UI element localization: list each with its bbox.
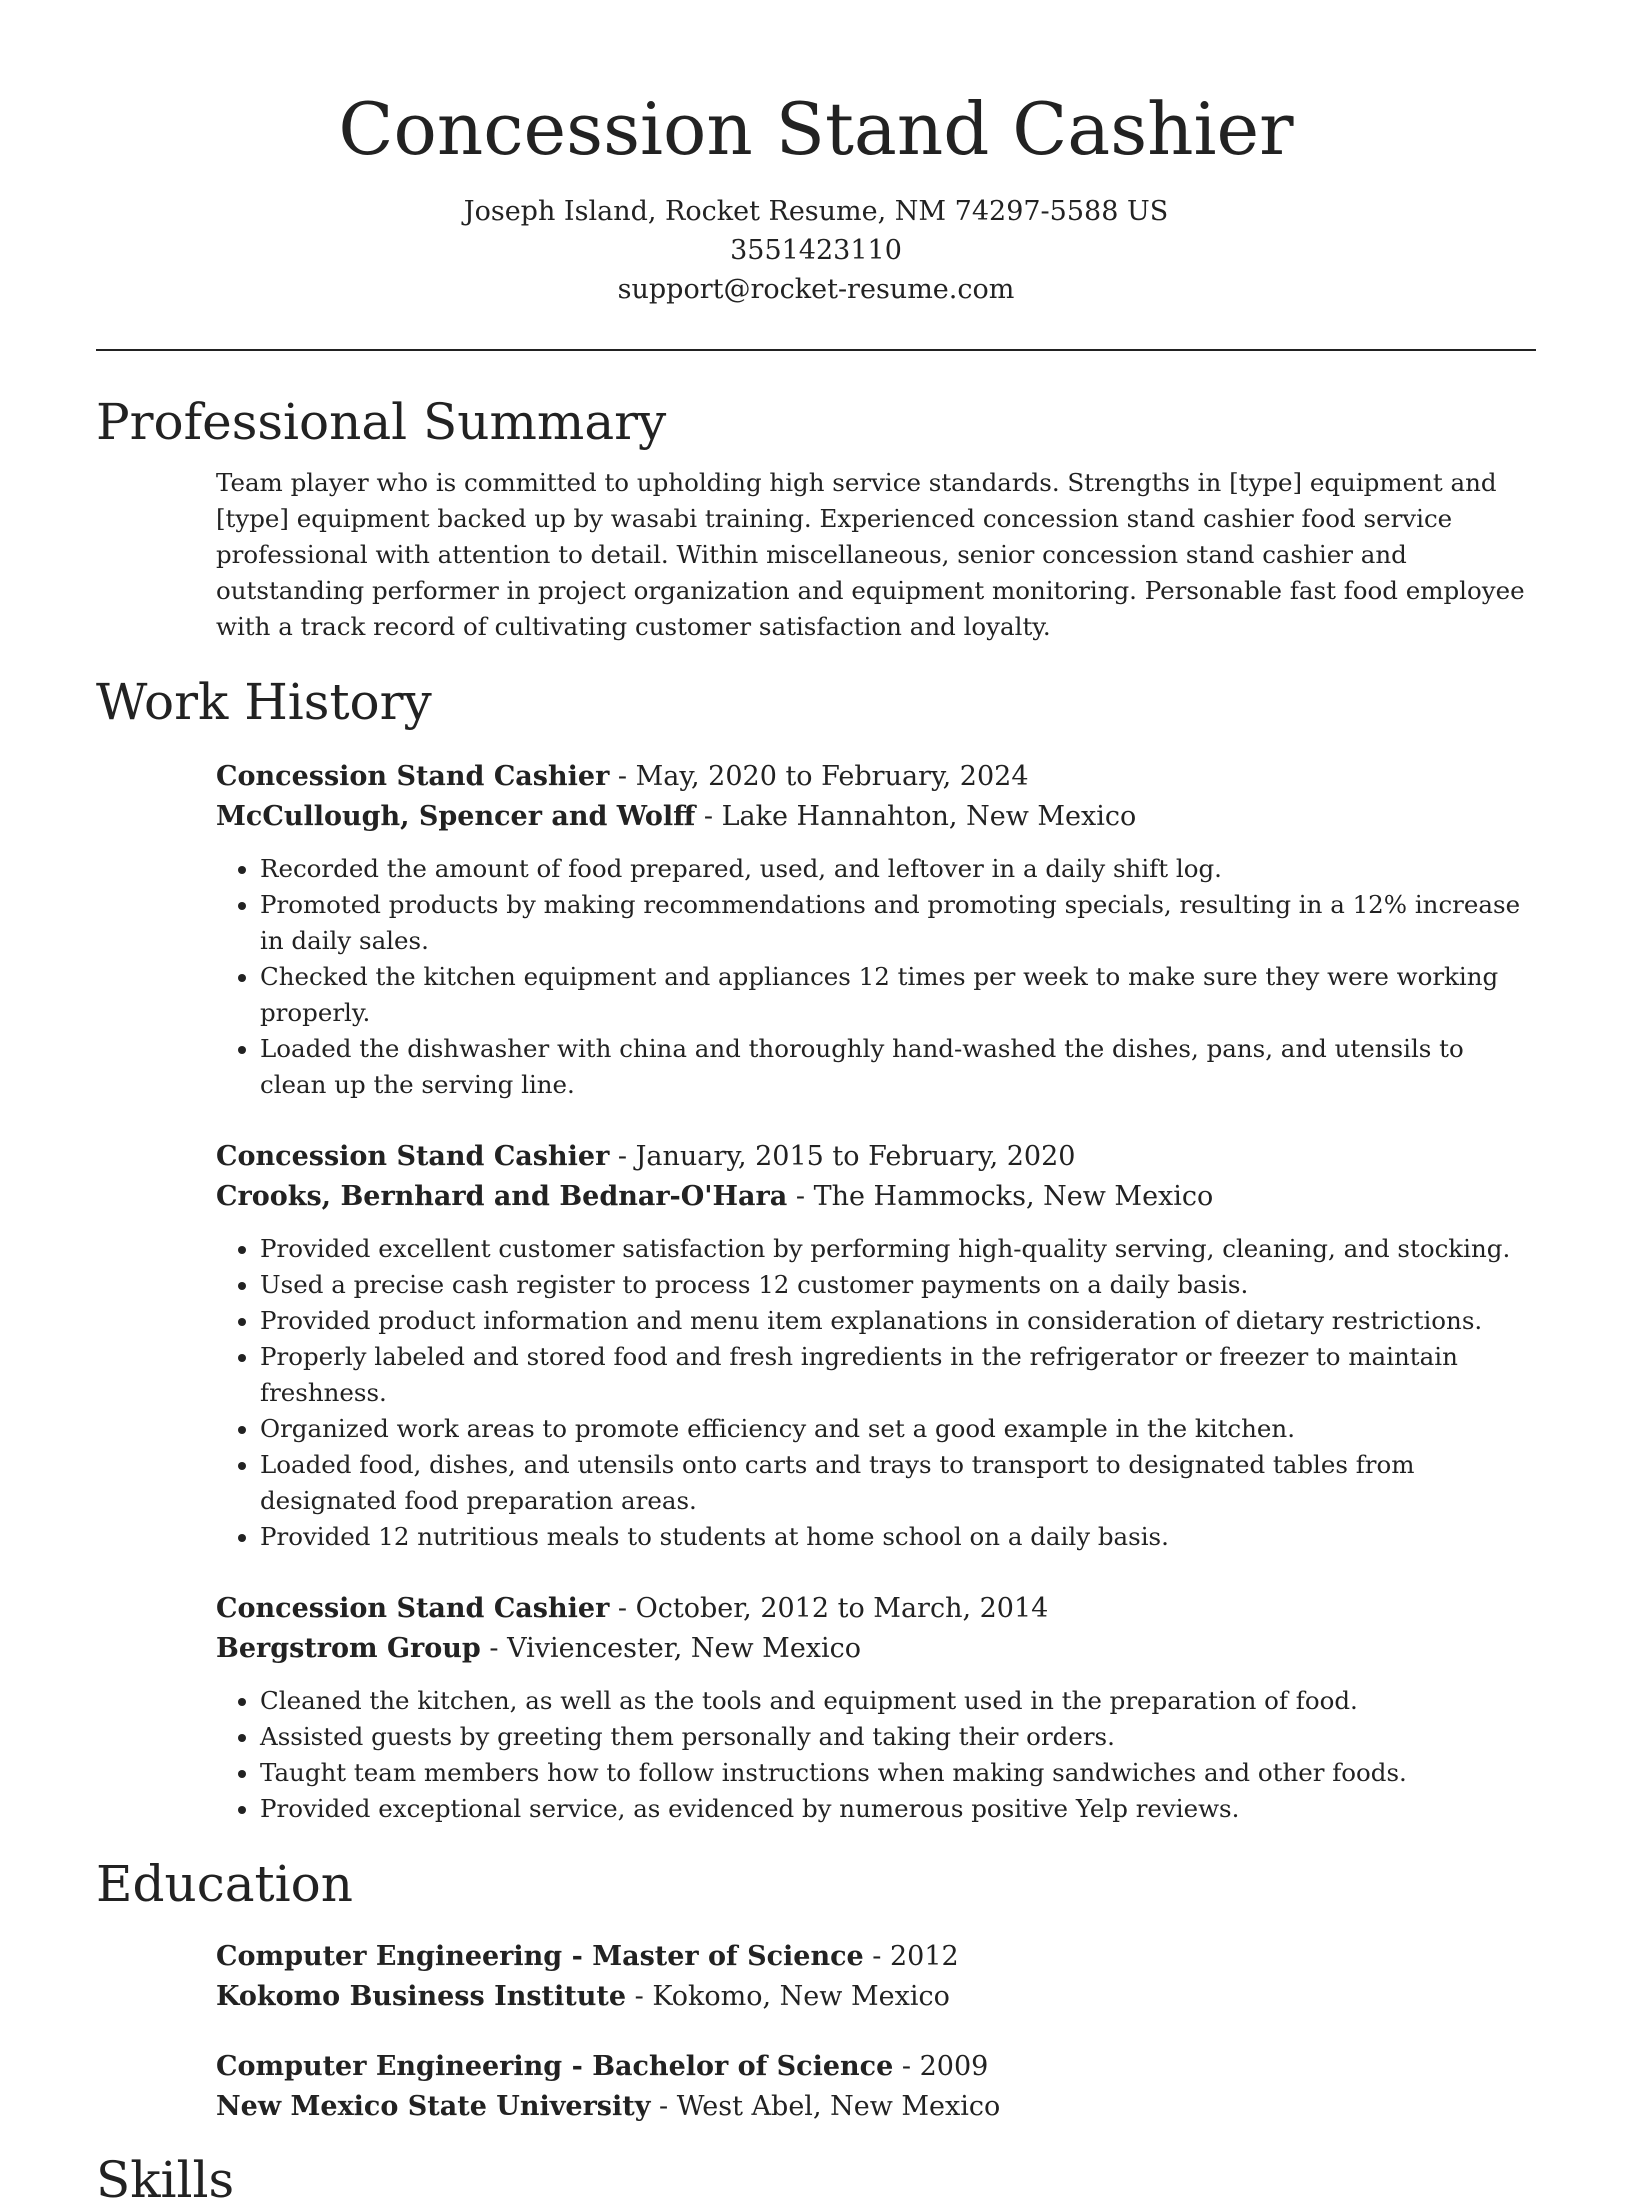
work-history-heading: Work History: [96, 673, 432, 731]
education-school: Kokomo Business Institute: [216, 1981, 627, 2012]
education-school-line: [216, 2087, 1536, 2127]
job-bullet: • Provided product information and menu item explanations in consideration of dietary restrictions.: [260, 1303, 1536, 1339]
job-title-line: [216, 1589, 1536, 1629]
job-location: - The Hammocks, New Mexico: [787, 1181, 1214, 1212]
job-company: McCullough, Spencer and Wolff: [216, 801, 696, 832]
education-degree: - Master of Science: [562, 1941, 864, 1972]
job-location: - Lake Hannahton, New Mexico: [695, 801, 1137, 832]
work-history-section: [96, 671, 1536, 1827]
job-bullet: • Cleaned the kitchen, as well as the tools and equipment used in the preparation of food.: [260, 1683, 1536, 1719]
contact-phone: 3551423110: [730, 235, 902, 266]
job-role: Concession Stand Cashier: [216, 1141, 610, 1172]
contact-email: support@rocket-resume.com: [617, 274, 1015, 305]
education-year: - 2012: [863, 1941, 959, 1972]
skills-heading: Skills: [96, 2151, 235, 2209]
job-company-line: [216, 1629, 1536, 1669]
job-bullets: [216, 1683, 1536, 1827]
job-bullet: • Provided exceptional service, as evidenced by numerous positive Yelp reviews.: [260, 1791, 1536, 1827]
education-field: Computer Engineering: [216, 1941, 563, 1972]
summary-section: [96, 391, 1536, 645]
education-field: Computer Engineering: [216, 2051, 563, 2082]
job-bullet: • Provided excellent customer satisfaction by performing high-quality serving, cleaning, and stocking.: [260, 1231, 1536, 1267]
education-section: [96, 1853, 1536, 2127]
education-year: - 2009: [893, 2051, 989, 2082]
education-degree: - Bachelor of Science: [562, 2051, 894, 2082]
job-bullet: • Taught team members how to follow instructions when making sandwiches and other foods.: [260, 1755, 1536, 1791]
job-bullets: [216, 1231, 1536, 1555]
job-bullet: • Provided 12 nutritious meals to students at home school on a daily basis.: [260, 1519, 1536, 1555]
summary-heading: Professional Summary: [96, 393, 667, 451]
job-bullet: • Used a precise cash register to process 12 customer payments on a daily basis.: [260, 1267, 1536, 1303]
job-title-line: [216, 757, 1536, 797]
job-bullet: • Checked the kitchen equipment and appliances 12 times per week to make sure they were working properly.: [260, 959, 1536, 1031]
job-bullet: • Promoted products by making recommendations and promoting specials, resulting in a 12% increase in daily sales.: [260, 887, 1536, 959]
education-school-line: [216, 1977, 1536, 2017]
job-company-line: [216, 1177, 1536, 1217]
job-bullets: [216, 851, 1536, 1103]
resume-page: [96, 0, 1536, 2209]
education-degree-line: [216, 2047, 1536, 2087]
job-dates: - January, 2015 to February, 2020: [609, 1141, 1076, 1172]
job-entry: [216, 1589, 1536, 1827]
resume-title: Concession Stand Cashier: [338, 87, 1294, 171]
education-heading: Education: [96, 1855, 353, 1913]
job-entry: [216, 1137, 1536, 1555]
header-divider: [96, 349, 1536, 351]
job-bullet: • Properly labeled and stored food and fresh ingredients in the refrigerator or freezer to maintain freshness.: [260, 1339, 1536, 1411]
job-company-line: [216, 797, 1536, 837]
education-location: - West Abel, New Mexico: [650, 2091, 1001, 2122]
job-bullet: • Recorded the amount of food prepared, used, and leftover in a daily shift log.: [260, 851, 1536, 887]
job-bullet: • Organized work areas to promote efficiency and set a good example in the kitchen.: [260, 1411, 1536, 1447]
skills-section: [96, 2149, 1536, 2211]
job-title-line: [216, 1137, 1536, 1177]
contact-block: [96, 192, 1536, 309]
job-location: - Viviencester, New Mexico: [480, 1633, 862, 1664]
job-bullet: • Loaded food, dishes, and utensils onto carts and trays to transport to designated tables from designated food preparation areas.: [260, 1447, 1536, 1519]
job-bullet: • Loaded the dishwasher with china and thoroughly hand-washed the dishes, pans, and utensils to clean up the serving line.: [260, 1031, 1536, 1103]
job-role: Concession Stand Cashier: [216, 761, 610, 792]
education-school: New Mexico State University: [216, 2091, 651, 2122]
education-entry: [216, 2047, 1536, 2127]
job-role: Concession Stand Cashier: [216, 1593, 610, 1624]
job-entry: [216, 757, 1536, 1103]
job-bullet: • Assisted guests by greeting them personally and taking their orders.: [260, 1719, 1536, 1755]
job-company: Crooks, Bernhard and Bednar-O'Hara: [216, 1181, 788, 1212]
summary-text: Team player who is committed to upholding high service standards. Strengths in [type] equipment and [type] equipment backed up by wasabi training. Experienced concession stand cashier food service professional with attention to detail. Within miscellaneous, senior concession stand cashier and outstanding performer in project organization and equipment monitoring. Personable fast food employee with a track record of cultivating customer satisfaction and loyalty.: [216, 468, 1525, 641]
education-entry: [216, 1937, 1536, 2017]
education-degree-line: [216, 1937, 1536, 1977]
job-dates: - May, 2020 to February, 2024: [609, 761, 1029, 792]
education-location: - Kokomo, New Mexico: [626, 1981, 950, 2012]
job-dates: - October, 2012 to March, 2014: [609, 1593, 1049, 1624]
contact-address: Joseph Island, Rocket Resume, NM 74297-5588 US: [463, 196, 1169, 227]
job-company: Bergstrom Group: [216, 1633, 481, 1664]
